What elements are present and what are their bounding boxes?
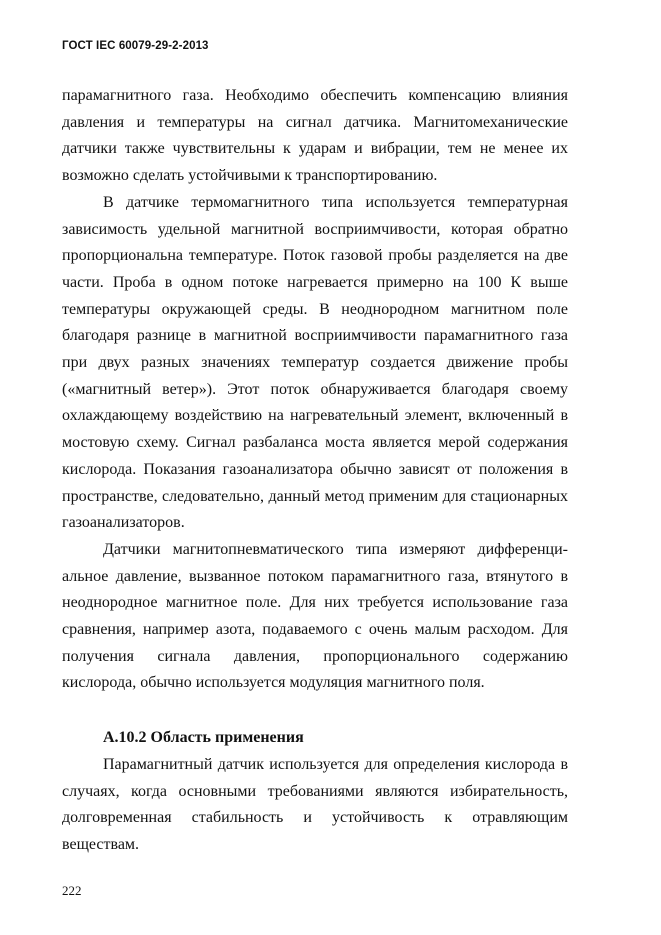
section-heading: А.10.2 Область применения bbox=[103, 729, 304, 747]
paragraph-thermomagnetic: В датчике термомагнитного типа используется температурная зависимость удельной магнитной восприимчивости, которая обратно пропорциональна температуре. Поток газовой пробы разделяется на две части. Проба в одном потоке нагревается примерно на 100 К выше температуры окружающей среды. В неоднородном магнитном поле благодаря разнице в магнитной восприимчивости парамагнитного газа при двух разных значениях температур создается движение пробы («магнитный ветер»). Этот поток обнаруживается благодаря своему охлаждающему воздействию на нагревательный элемент, включенный в мостовую схему. Сигнал разбаланса моста является мерой содержания кислорода. Показания газоанализатора обычно зависят от положения в пространстве, следовательно, данный метод применим для стационарных газоанализаторов. bbox=[62, 193, 568, 532]
paragraph-magnetopneumatic: Датчики магнитопневматического типа измеряют дифференциальное давление, вызванное потоком парамагнитного газа, втянутого в неоднородное магнитное поле. Для них требуется использование газа сравнения, например азота, подаваемого с очень малым расходом. Для получения сигнала давления, пропорционального содержанию кислорода, обычно используется модуляция магнитного поля. bbox=[62, 540, 568, 692]
section-paragraph: Парамагнитный датчик используется для определения кислорода в случаях, когда основными требованиями являются избирательность, долговременная стабильность и устойчивость к отравляющим веществам. bbox=[62, 755, 568, 853]
paragraph-continuation: парамагнитного газа. Необходимо обеспечить компенсацию влияния давления и температуры на сигнал датчика. Магнитомеханические датчики также чувствительны к ударам и вибрации, тем не менее их возможно сделать устойчивыми к транспортированию. bbox=[62, 87, 568, 185]
page-number: 222 bbox=[62, 883, 82, 898]
document-body bbox=[62, 83, 568, 859]
document-header: ГОСТ IEC 60079-29-2-2013 bbox=[62, 40, 209, 52]
